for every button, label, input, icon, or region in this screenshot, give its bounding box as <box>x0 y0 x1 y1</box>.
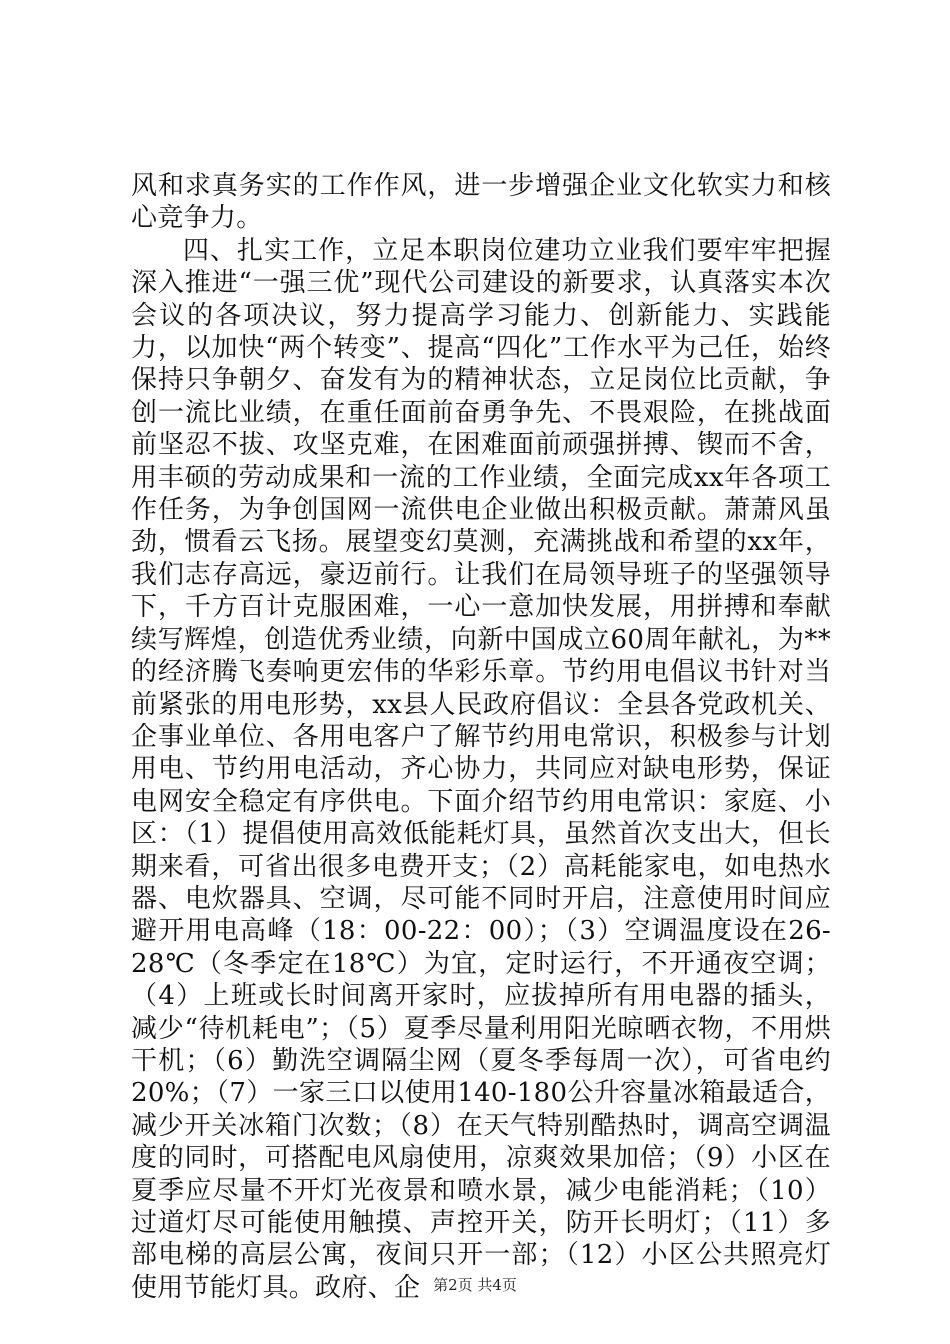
paragraph-section-four: 四、扎实工作，立足本职岗位建功立业我们要牢牢把握深入推进“一强三优”现代公司建设的新要求，认真落实本次会议的各项决议，努力提高学习能力、创新能力、实践能力，以加快“两个转变”、提高“四化”工作水平为己任，始终保持只争朝夕、奋发有为的精神状态，立足岗位比贡献，争创一流比业绩，在重任面前奋勇争先、不畏艰险，在挑战面前坚忍不拔、攻坚克难，在困难面前顽强拼搏、锲而不舍，用丰硕的劳动成果和一流的工作业绩，全面完成xx年各项工作任务，为争创国网一流供电企业做出积极贡献。萧萧风虽劲，惯看云飞扬。展望变幻莫测，充满挑战和希望的xx年，我们志存高远，豪迈前行。让我们在局领导班子的坚强领导下，千方百计克服困难，一心一意加快发展，用拼搏和奉献续写辉煌，创造优秀业绩，向新中国成立60周年献礼，为**的经济腾飞奏响更宏伟的华彩乐章。节约用电倡议书针对当前紧张的用电形势，xx县人民政府倡议：全县各党政机关、企事业单位、各用电客户了解节约用电常识，积极参与计划用电、节约用电活动，齐心协力，共同应对缺电形势，保证电网安全稳定有序供电。下面介绍节约用电常识：家庭、小区：（1）提倡使用高效低能耗灯具，虽然首次支出大，但长期来看，可省出很多电费开支；（2）高耗能家电，如电热水器、电炊器具、空调，尽可能不同时开启，注意使用时间应避开用电高峰（18：00-22：00）；（3）空调温度设在26-28℃（冬季定在18℃）为宜，定时运行，不开通夜空调；（4）上班或长时间离开家时，应拔掉所有用电器的插头，减少“待机耗电”；（5）夏季尽量利用阳光晾晒衣物，不用烘干机；（6）勤洗空调隔尘网（夏冬季每周一次），可省电约20%；（7）一家三口以使用140-180公升容量冰箱最适合，减少开关冰箱门次数；（8）在天气特别酷热时，调高空调温度的同时，可搭配电风扇使用，凉爽效果加倍；（9）小区在夏季应尽量不开灯光夜景和喷水景，减少电能消耗；（10）过道灯尽可能使用触摸、声控开关，防开长明灯；（11）多部电梯的高层公寓，夜间只开一部；（12）小区公共照亮灯使用节能灯具。政府、企 <box>131 235 831 1303</box>
page-footer <box>0 1276 950 1294</box>
document-body <box>131 170 831 1304</box>
page-number: 第2页 共4页 <box>433 1276 517 1294</box>
paragraph-continuation: 风和求真务实的工作作风，进一步增强企业文化软实力和核心竞争力。 <box>131 171 831 234</box>
